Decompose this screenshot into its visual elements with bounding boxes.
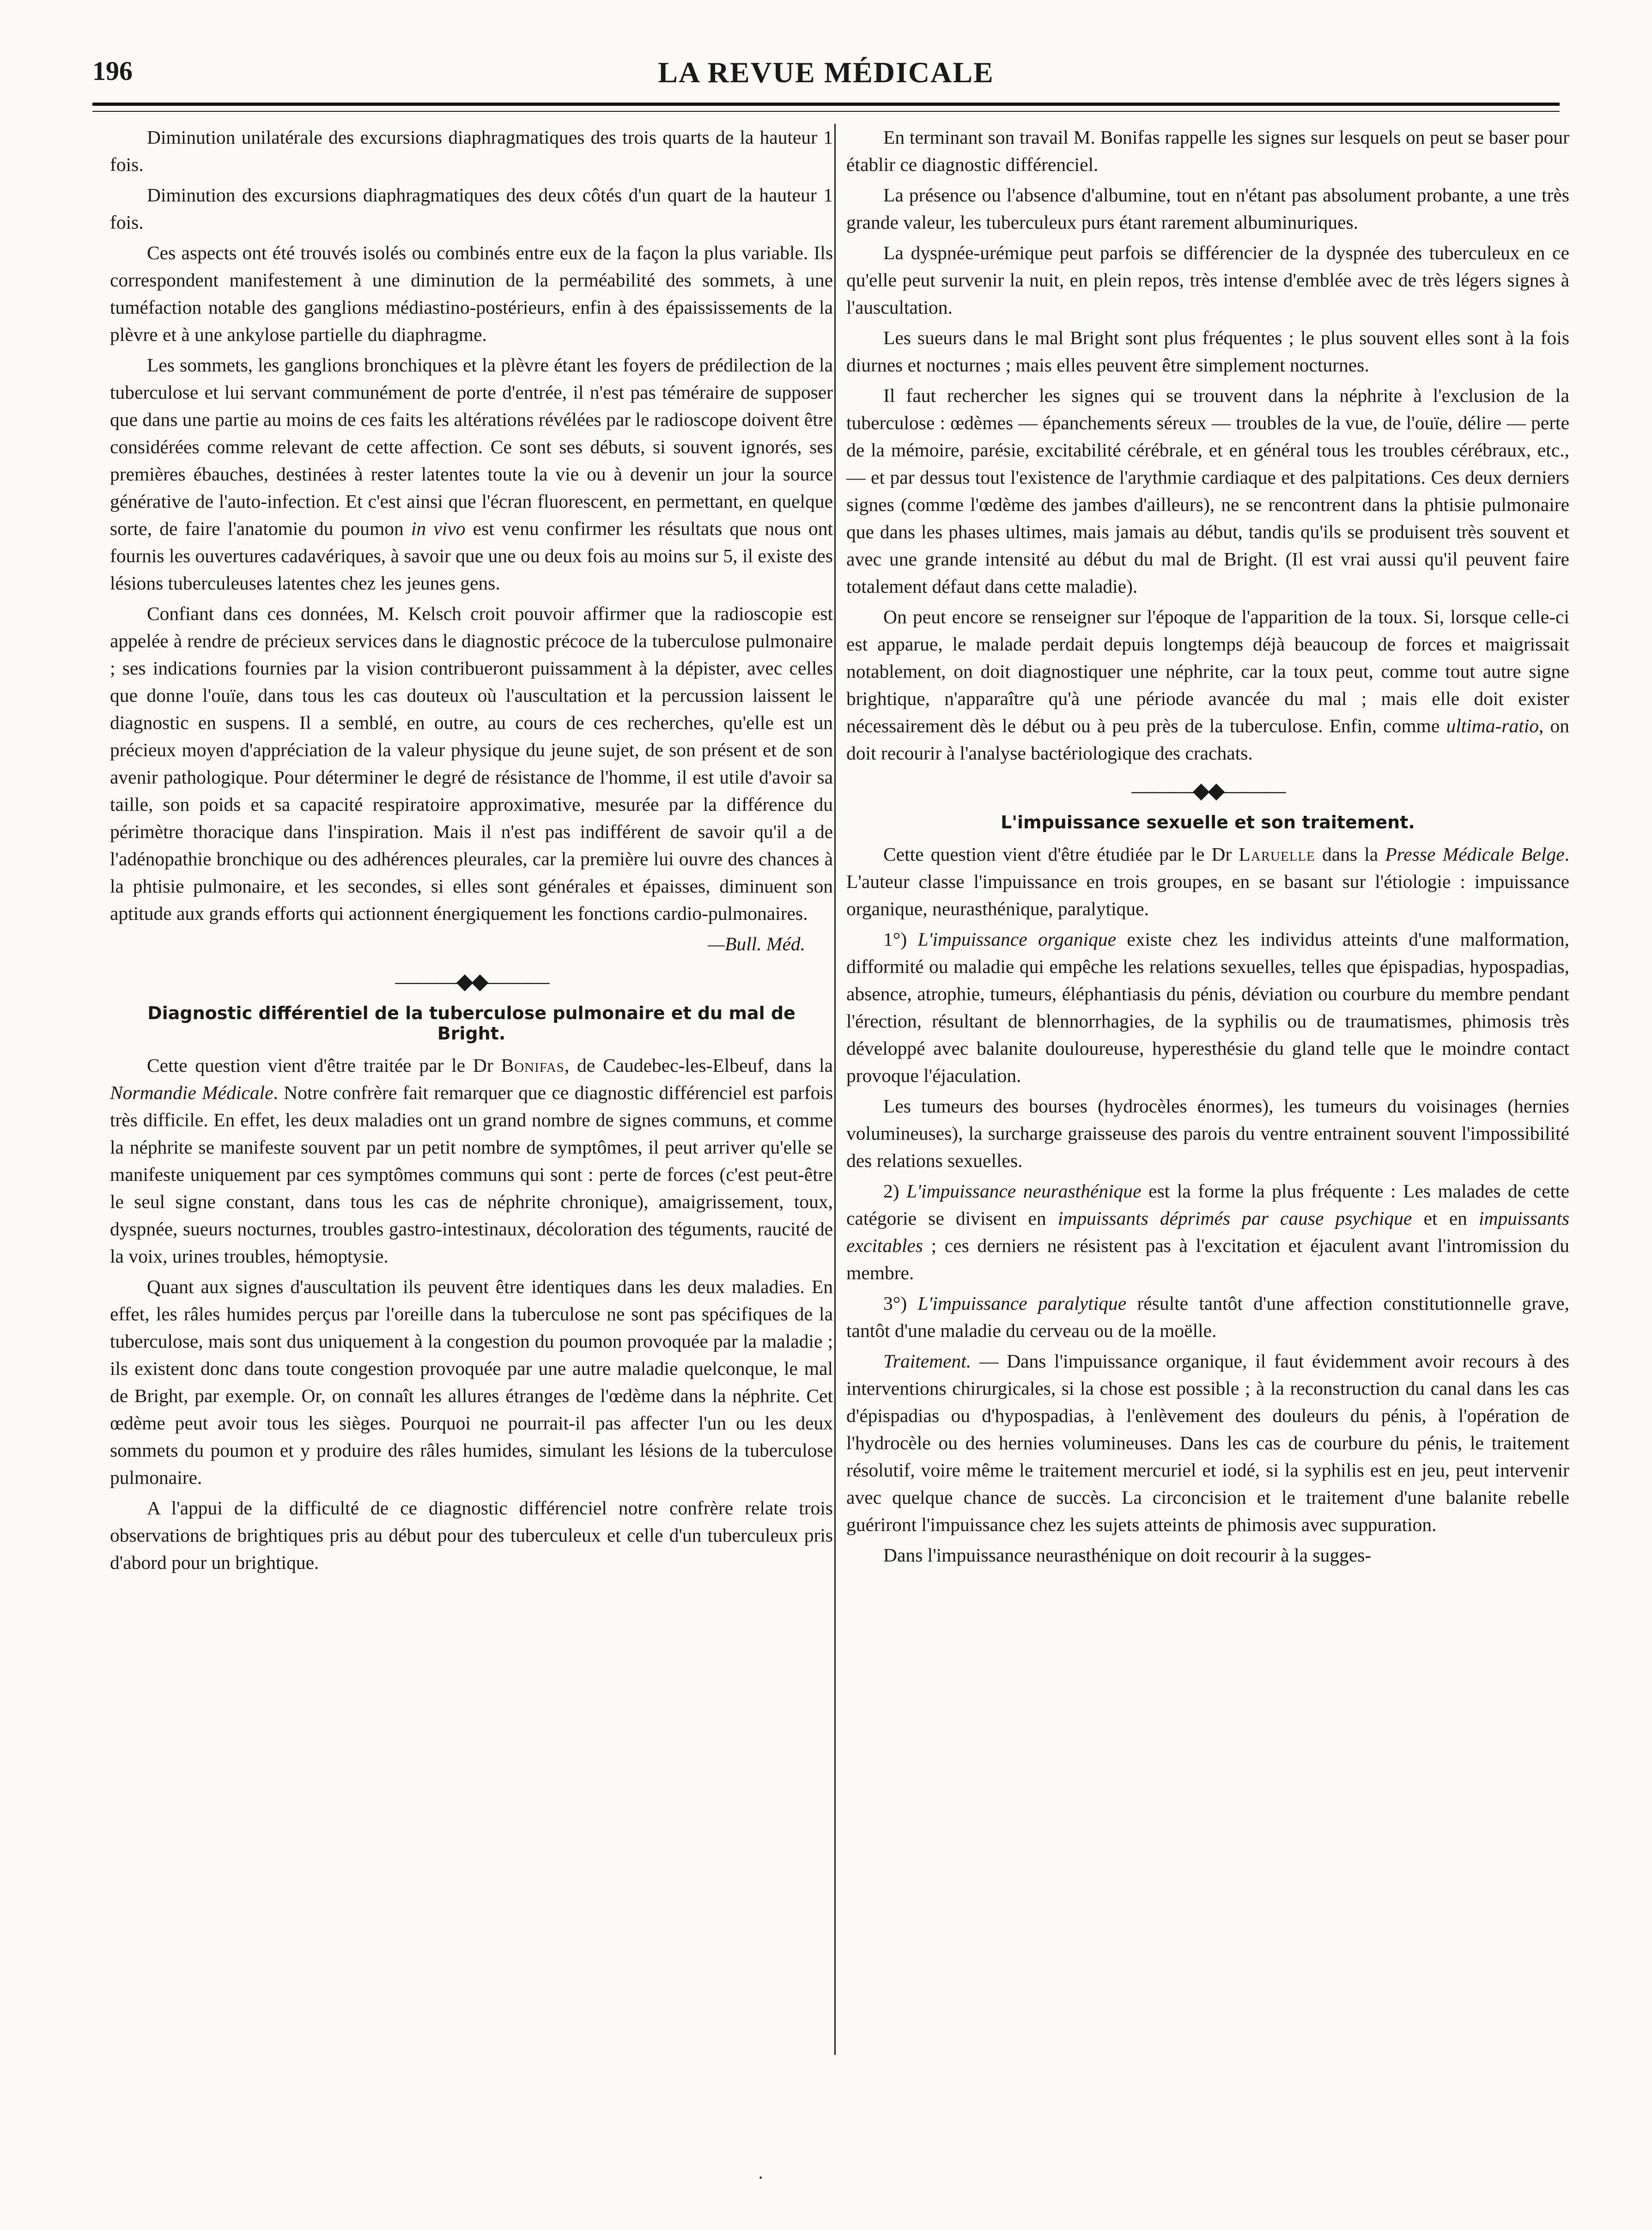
section-title: Diagnostic différentiel de la tuberculose pulmonaire et du mal de Bright.: [147, 1003, 796, 1044]
paragraph: Diminution unilatérale des excursions diaphragmatiques des trois quarts de la hauteur 1 fois.: [110, 127, 833, 175]
paragraph: Quant aux signes d'auscultation ils peuvent être identiques dans les deux maladies. En effet, les râles humides perçus par l'oreille dans la tuberculose ne sont pas spécifiques de la tuberculose, mais sont dus uniquement à la congestion du poumon provoquée par la maladie ; ils existent donc dans toute congestion provoquée par une autre maladie quelconque, le mal de Bright, par exemple. Or, on connaît les allures étranges de l'œdème dans la néphrite. Cet œdème peut avoir tous les sièges. Pourquoi ne pourrait-il pas affecter l'un ou les deux sommets du poumon et y produire des râles humides, simulant les lésions de la tuberculose pulmonaire.: [110, 1276, 833, 1488]
paragraph: A l'appui de la difficulté de ce diagnostic différenciel notre confrère relate trois observations de brightiques pris au début pour des tuberculeux et celle d'un tuberculeux pris d'abord pour un brightique.: [110, 1497, 833, 1573]
paragraph: 1°) L'impuissance organique existe chez les individus atteints d'une malformation, difformité ou maladie qui empêche les relations sexuelles, telles que épispadias, hypospadias, absence, atrophie, tumeurs, éléphantiasis du pénis, déviation ou courbure du membre pendant l'érection, résultant de blennorrhagies, de la syphilis ou de traumatismes, phimosis très développé avec balanite douloureuse, hyperesthésie du gland telle que le moindre contact provoque l'éjaculation.: [846, 929, 1569, 1086]
right-column: [846, 124, 1569, 1572]
author-name: Laruelle: [1239, 844, 1315, 865]
italic-term: in vivo: [411, 518, 466, 539]
paragraph: Cette question vient d'être traitée par le Dr Bonifas, de Caudebec-les-Elbeuf, dans la Normandie Médicale. Notre confrère fait remarquer que ce diagnostic différenciel est parfois très difficile. En effet, les deux maladies ont un grand nombre de signes communs, et comme la néphrite se manifeste souvent par un petit nombre de symptômes, il peut arriver qu'elle se manifeste uniquement par ces symptômes communs qui sont : perte de forces (c'est peut-être le seul signe constant, dans tous les cas de néphrite chronique), amaigrissement, toux, dyspnée, sueurs nocturnes, troubles gastro-intestinaux, décoloration des téguments, raucité de la voix, urines troubles, hémoptysie.: [110, 1055, 833, 1267]
section-title: L'impuissance sexuelle et son traitement.: [1001, 812, 1415, 832]
italic-term: ultima-ratio: [1446, 715, 1539, 736]
paragraph: La dyspnée-urémique peut parfois se différencier de la dyspnée des tuberculeux en ce qu'elle peut survenir la nuit, en plein repos, très intense d'emblée avec de très légers signes à l'auscultation.: [846, 242, 1569, 318]
paragraph: Cette question vient d'être étudiée par le Dr Laruelle dans la Presse Médicale Belge. L'auteur classe l'impuissance en trois groupes, en se basant sur l'étiologie : impuissance organique, neurasthénique, paralytique.: [846, 844, 1569, 919]
paragraph: Il faut rechercher les signes qui se trouvent dans la néphrite à l'exclusion de la tuberculose : œdèmes — épanchements séreux — troubles de la vue, de l'ouïe, délire — perte de la mémoire, parésie, excitabilité cérébrale, et en général tous les troubles cérébraux, etc., — et par dessus tout l'existence de l'arythmie cardiaque et des palpitations. Ces deux derniers signes (comme l'œdème des jambes d'ailleurs), ne se rencontrent dans la phtisie pulmonaire que dans les phases ultimes, mais jamais au début, tandis qu'ils se produisent très souvent et avec une grande intensité au début du mal de Bright. (Il est vrai aussi qu'il peuvent faire totalement défaut dans cette maladie).: [846, 385, 1569, 597]
italic-term: impuissants excitables: [846, 1208, 1570, 1256]
source-signature: —Bull. Méd.: [708, 933, 805, 954]
paragraph: Les sommets, les ganglions bronchiques et la plèvre étant les foyers de prédilection de la tuberculose et lui servant communément de porte d'entrée, il n'est pas téméraire de supposer que dans une partie au moins de ces faits les altérations révélées par le radioscope doivent être considérées comme relevant de cette affection. Ce sont ses débuts, si souvent ignorés, ses premières ébauches, destinées à rester latentes toute la vie ou à devenir un jour la source générative de l'auto-infection. Et c'est ainsi que l'écran fluorescent, en permettant, en quelque sorte, de faire l'anatomie du poumon in vivo est venu confirmer les résultats que nous ont fournis les ouvertures cadavériques, à savoir que une ou deux fois au moins sur 5, il existe des lésions tuberculeuses latentes chez les jeunes gens.: [110, 354, 833, 594]
paragraph: On peut encore se renseigner sur l'époque de l'apparition de la toux. Si, lorsque celle-ci est apparue, le malade perdait depuis longtemps déjà beaucoup de forces et maigrissait notablement, on doit diagnostiquer une néphrite, car la toux peut, comme tout autre signe brightique, n'apparaître qu'à une période avancée du mal ; mais elle doit exister nécessairement dès le début ou à peu près de la tuberculose. Enfin, comme ultima-ratio, on doit recourir à l'analyse bactériologique des crachats.: [846, 606, 1569, 764]
paragraph: Traitement. — Dans l'impuissance organique, il faut évidemment avoir recours à des interventions chirurgicales, si la chose est possible ; à la reconstruction du canal dans les cas d'épispadias ou d'hypospadias, à l'enlèvement des douleurs du pénis, à l'opération de l'hydrocèle ou des hernies volumineuses. Dans les cas de courbure du pénis, le traitement résolutif, voire même le traitement mercuriel et iodé, si la syphilis est en jeu, peut intervenir avec quelque chance de succès. La circoncision et le traitement d'une balanite rebelle guériront l'impuissance chez les sujets atteints de phimosis avec suppuration.: [846, 1350, 1569, 1535]
footer-mark: ·: [758, 2167, 764, 2188]
left-column: [110, 124, 833, 1580]
header-rule-thin: [92, 111, 1560, 112]
author-name: Bonifas: [501, 1055, 565, 1076]
header-rule-thick: [92, 103, 1560, 106]
paragraph: En terminant son travail M. Bonifas rappelle les signes sur lesquels on peut se baser pour établir ce diagnostic différenciel.: [846, 127, 1569, 175]
paragraph: La présence ou l'absence d'albumine, tout en n'étant pas absolument probante, a une très grande valeur, les tuberculeux purs étant rarement albuminuriques.: [846, 184, 1569, 233]
section-ornament: ———◆◆———: [1131, 778, 1284, 803]
paragraph: Les sueurs dans le mal Bright sont plus fréquentes ; le plus souvent elles sont à la fois diurnes et nocturnes ; mais elles peuvent être simplement nocturnes.: [846, 327, 1569, 376]
journal-name: Normandie Médicale: [110, 1082, 273, 1103]
italic-term: L'impuissance neurasthénique: [906, 1180, 1142, 1202]
journal-name: Presse Médicale Belge: [1385, 844, 1565, 865]
page-header: [92, 55, 1560, 97]
paragraph: Ces aspects ont été trouvés isolés ou combinés entre eux de la façon la plus variable. Ils correspondent manifestement à une diminution de la perméabilité des sommets, à une tuméfaction notable des ganglions médiastino-postérieurs, enfin à des épaississements de la plèvre et à une ankylose partielle du diaphragme.: [110, 242, 833, 345]
section-ornament: ———◆◆———: [395, 969, 548, 994]
paragraph: Confiant dans ces données, M. Kelsch croit pouvoir affirmer que la radioscopie est appelée à rendre de précieux services dans le diagnostic précoce de la tuberculose pulmonaire ; ses indications fournies par la vision contribueront puissamment à la dépister, avec celles que donne l'ouïe, dans tous les cas douteux où l'auscultation et la percussion laissent le diagnostic en suspens. Il a semblé, en outre, au cours de ces recherches, qu'elle est un précieux moyen d'appréciation de la valeur physique du jeune sujet, de son présent et de son avenir pathologique. Pour déterminer le degré de résistance de l'homme, il est utile d'avoir sa taille, son poids et sa capacité respiratoire approximative, mesurée par la différence du périmètre thoracique dans l'inspiration. Mais il n'est pas indifférent de savoir qu'il a de l'adénopathie bronchique ou des adhérences pleurales, car la première lui ouvre des chances à la phtisie pulmonaire, et les secondes, si elles sont générales et épaisses, diminuent son aptitude aux grands efforts qui actionnent énergiquement les fonctions cardio-pulmonaires.: [110, 603, 833, 924]
journal-title: LA REVUE MÉDICALE: [658, 56, 994, 89]
paragraph: 2) L'impuissance neurasthénique est la forme la plus fréquente : Les malades de cette catégorie se divisent en impuissants déprimés par cause psychique et en impuissants excitables ; ces derniers ne résistent pas à l'excitation et éjaculent avant l'intromission du membre.: [846, 1180, 1570, 1283]
paragraph: Dans l'impuissance neurasthénique on doit recourir à la sugges-: [883, 1544, 1372, 1566]
italic-term: Traitement.: [883, 1350, 972, 1372]
italic-term: impuissants déprimés par cause psychique: [1057, 1208, 1412, 1229]
paragraph: Les tumeurs des bourses (hydrocèles énormes), les tumeurs du voisinages (hernies volumineuses), la surcharge graisseuse des parois du ventre entrainent souvent l'impossibilité des relations sexuelles.: [846, 1095, 1569, 1171]
italic-term: L'impuissance organique: [917, 929, 1117, 950]
paragraph: Diminution des excursions diaphragmatiques des deux côtés d'un quart de la hauteur 1 fois.: [110, 184, 833, 233]
paragraph: 3°) L'impuissance paralytique résulte tantôt d'une affection constitutionnelle grave, tantôt d'une maladie du cerveau ou de la moëlle.: [846, 1293, 1569, 1341]
italic-term: L'impuissance paralytique: [917, 1293, 1127, 1314]
column-divider: [834, 124, 836, 2055]
page-number: 196: [92, 56, 133, 86]
